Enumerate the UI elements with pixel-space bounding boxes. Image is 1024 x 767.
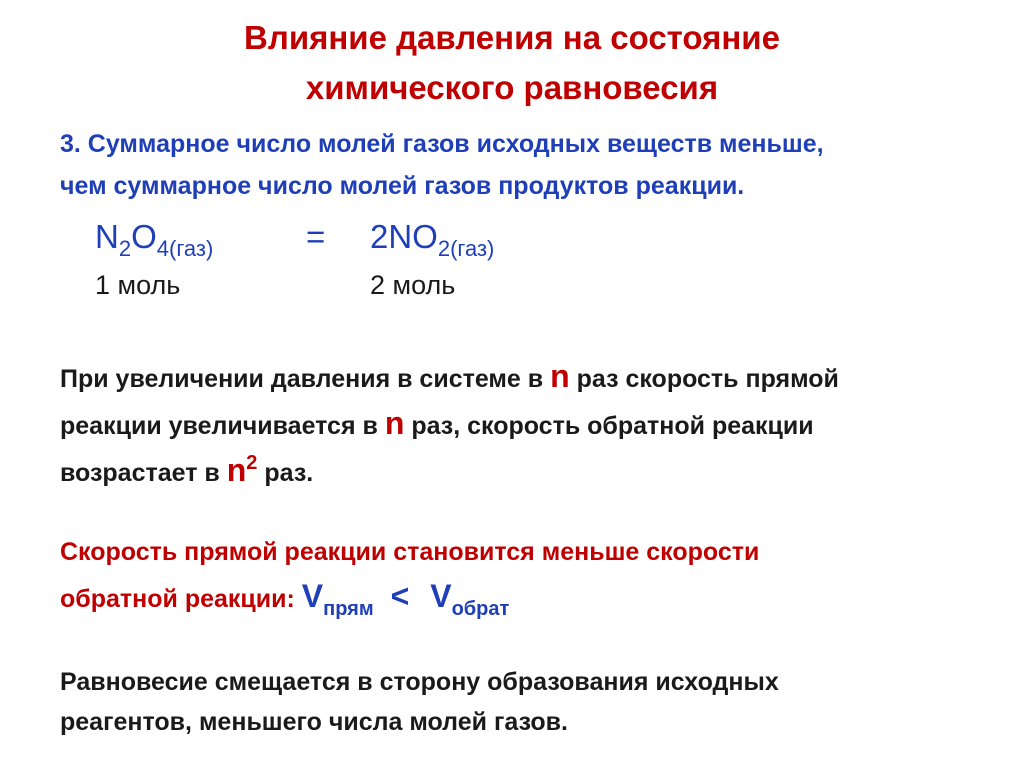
case-line-2: чем суммарное число молей газов продуктов реакции. <box>60 172 745 200</box>
v-direct: V <box>301 578 324 614</box>
product-moles: 2 моль <box>370 270 456 300</box>
case-line-1: 3. Суммарное число молей газов исходных веществ меньше, <box>60 130 824 158</box>
title-line-2: химического равновесия <box>305 69 719 106</box>
n-symbol-3: n <box>226 452 247 488</box>
product-no: 2NO <box>370 218 438 255</box>
reactant-sub-2: 4(газ) <box>156 236 214 261</box>
pressure-l2-post: раз, скорость обратной реакции <box>411 412 814 440</box>
conclusion-line-2: реагентов, меньшего числа молей газов. <box>60 708 568 736</box>
pressure-l1-post: раз скорость прямой <box>576 365 839 393</box>
rate-line-2 <box>60 578 510 620</box>
v-reverse: V <box>430 578 452 614</box>
title-line-1: Влияние давления на состояние <box>244 19 780 56</box>
conclusion-line-1: Равновесие смещается в сторону образования исходных <box>60 668 779 696</box>
pressure-line-3 <box>60 452 313 489</box>
reactant-n: N <box>95 218 119 255</box>
product-formula <box>370 218 495 261</box>
n-superscript: 2 <box>246 452 258 474</box>
n-symbol: n <box>550 358 570 394</box>
v-reverse-sub: обрат <box>451 598 510 620</box>
rate-l2-text: обратной реакции: <box>60 585 295 613</box>
equals-sign: = <box>306 218 326 255</box>
reactant-formula <box>95 218 214 261</box>
pressure-l2-pre: реакции увеличивается в <box>60 412 378 440</box>
pressure-line-2 <box>60 405 814 442</box>
pressure-l1-pre: При увеличении давления в системе в <box>60 365 544 393</box>
n-symbol-2: n <box>384 405 405 441</box>
reactant-o: O <box>131 218 157 255</box>
reactant-sub-1: 2 <box>118 236 132 261</box>
less-than-sign: < <box>390 578 410 614</box>
pressure-line-1 <box>60 358 839 395</box>
reactant-moles: 1 моль <box>95 270 181 300</box>
rate-line-1: Скорость прямой реакции становится меньше скорости <box>60 538 760 566</box>
pressure-l3-post: раз. <box>264 459 314 487</box>
v-direct-sub: прям <box>323 598 374 620</box>
product-sub: 2(газ) <box>437 236 495 261</box>
pressure-l3-pre: возрастает в <box>60 459 220 487</box>
